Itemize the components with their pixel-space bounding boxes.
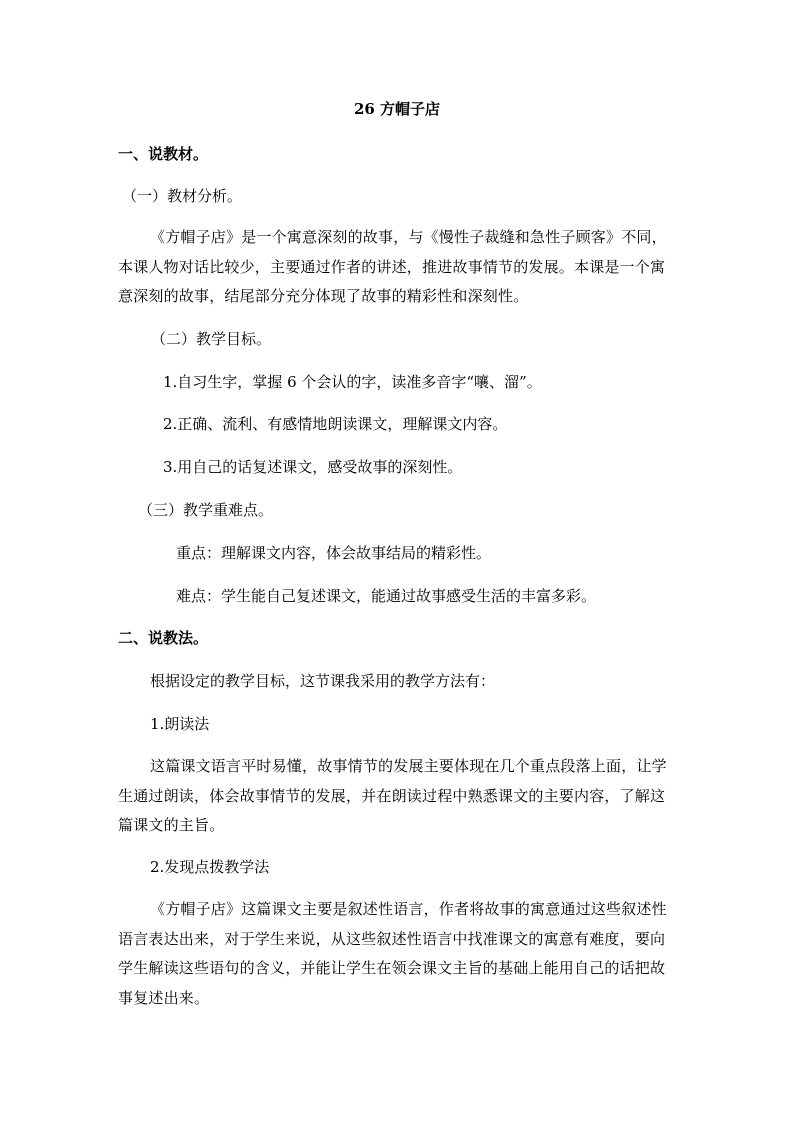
goal-item-2: 2.正确、流利、有感情地朗读课文，理解课文内容。 xyxy=(163,415,508,433)
paragraph-reading-method: 这篇课文语言平时易懂，故事情节的发展主要体现在几个重点段落上面，让学生通过朗读，体会故事情节的发展，并在朗读过程中熟悉课文的主要内容，了解这篇课文的主旨。 xyxy=(118,757,667,834)
subheading-teaching-goals: （二）教学目标。 xyxy=(151,330,272,348)
section-heading-teaching-material: 一、说教材。 xyxy=(118,145,209,163)
document-title: 26 方帽子店 xyxy=(353,100,441,118)
paragraph-material-analysis: 《方帽子店》是一个寓意深刻的故事，与《慢性子裁缝和急性子顾客》不同，本课人物对话比较少，主要通过作者的讲述，推进故事情节的发展。本课是一个寓意深刻的故事，结尾部分充分体现了故事的精彩性和深刻性。 xyxy=(118,228,667,305)
method-heading-discovery: 2.发现点拨教学法 xyxy=(150,858,270,876)
method-heading-reading: 1.朗读法 xyxy=(150,715,210,733)
difficult-point: 难点：学生能自己复述课文，能通过故事感受生活的丰富多彩。 xyxy=(176,587,597,605)
goal-item-1: 1.自习生字，掌握 6 个会认的字，读准多音字“嚷、溜”。 xyxy=(163,373,542,391)
paragraph-discovery-method: 《方帽子店》这篇课文主要是叙述性语言，作者将故事的寓意通过这些叙述性语言表达出来，对于学生来说，从这些叙述性语言中找准课文的寓意有难度，要向学生解读这些语句的含义，并能让学生在领会课文主旨的基础上能用自己的话把故事复述出来。 xyxy=(118,900,667,1007)
subheading-key-difficult-points: （三）教学重难点。 xyxy=(138,501,274,519)
key-point: 重点：理解课文内容，体会故事结局的精彩性。 xyxy=(176,544,492,562)
section-heading-teaching-method: 二、说教法。 xyxy=(118,629,209,647)
teaching-method-intro: 根据设定的教学目标，这节课我采用的教学方法有： xyxy=(150,672,496,690)
goal-item-3: 3.用自己的话复述课文，感受故事的深刻性。 xyxy=(163,458,463,476)
subheading-material-analysis: （一）教材分析。 xyxy=(122,187,243,205)
